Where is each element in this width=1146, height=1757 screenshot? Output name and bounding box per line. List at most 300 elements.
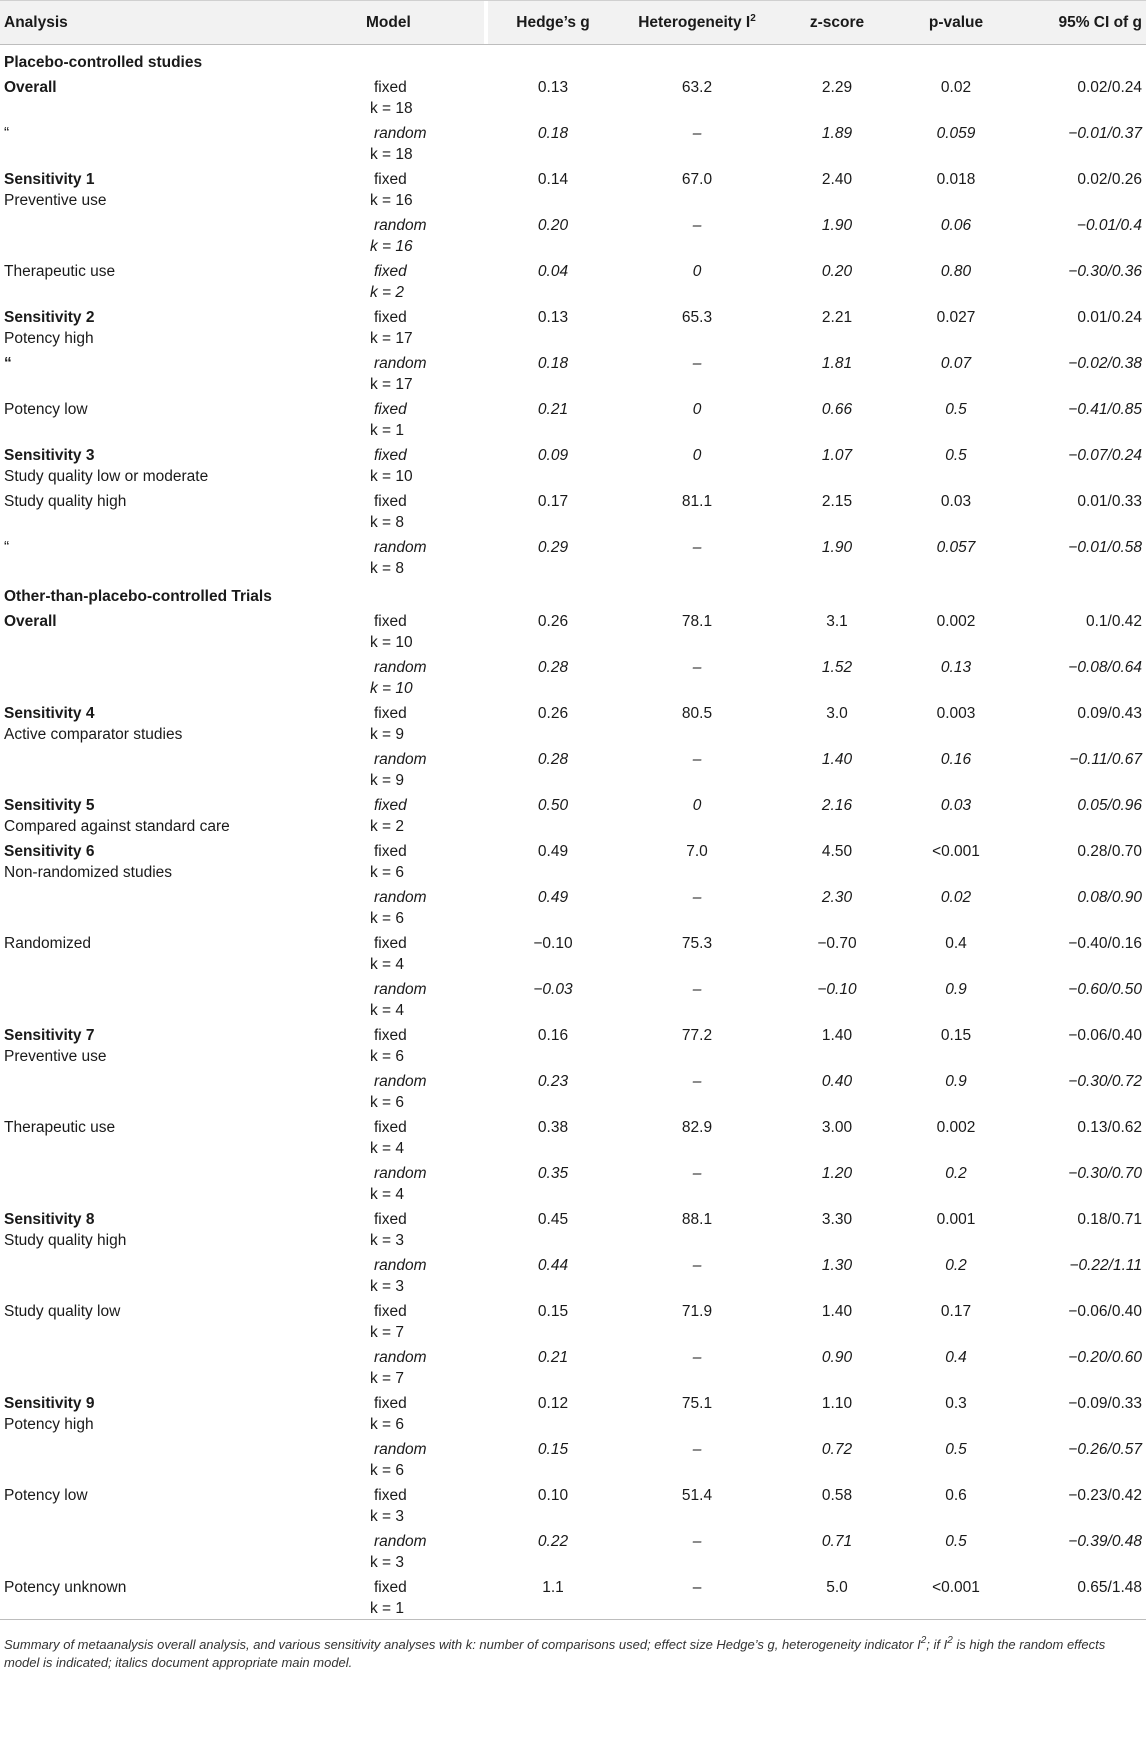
ci-cell: −0.08/0.64 — [1068, 659, 1142, 676]
analysis-heading: Sensitivity 5 — [4, 797, 95, 814]
analysis-cell — [0, 929, 370, 975]
hedges-g-cell: 0.12 — [537, 1395, 569, 1412]
model-type: random — [374, 751, 427, 768]
hedges-g-cell: 0.22 — [537, 1533, 569, 1550]
p-value-cell: 0.2 — [945, 1165, 967, 1182]
ci-cell: 0.13/0.62 — [1077, 1119, 1142, 1136]
table-row — [0, 1021, 1146, 1067]
analysis-cell — [0, 1435, 370, 1481]
analysis-cell — [0, 73, 370, 119]
heterogeneity-cell: 65.3 — [681, 309, 713, 326]
comparison-count: k = 4 — [370, 1186, 405, 1203]
analysis-cell — [0, 441, 370, 487]
p-value-cell: 0.06 — [940, 217, 972, 234]
model-cell — [370, 73, 488, 119]
table-row — [0, 303, 1146, 349]
col-header-ci: 95% CI of g — [1014, 1, 1146, 45]
analysis-heading: Sensitivity 4 — [4, 705, 95, 722]
model-cell — [370, 1113, 488, 1159]
p-value-cell: 0.03 — [940, 493, 972, 510]
heterogeneity-cell: – — [692, 889, 702, 906]
analysis-cell — [0, 1527, 370, 1573]
analysis-cell — [0, 883, 370, 929]
ci-cell: −0.39/0.48 — [1068, 1533, 1142, 1550]
model-cell — [370, 837, 488, 883]
comparison-count: k = 8 — [370, 560, 405, 577]
hedges-g-cell: 0.35 — [537, 1165, 569, 1182]
analysis-subgroup: Therapeutic use — [4, 1119, 116, 1136]
analysis-heading: Sensitivity 3 — [4, 447, 95, 464]
z-score-cell: 3.30 — [821, 1211, 853, 1228]
model-type: fixed — [374, 1027, 407, 1044]
model-cell — [370, 487, 488, 533]
heterogeneity-sup: 2 — [750, 12, 756, 24]
p-value-cell: 0.15 — [940, 1027, 972, 1044]
hedges-g-cell: 0.09 — [537, 447, 569, 464]
p-value-cell: 0.4 — [945, 1349, 967, 1366]
z-score-cell: 3.1 — [826, 613, 848, 630]
model-cell — [370, 1573, 488, 1620]
heterogeneity-cell: 0 — [692, 401, 702, 418]
analysis-subgroup: Randomized — [4, 935, 92, 952]
p-value-cell: 0.13 — [940, 659, 972, 676]
p-value-cell: 0.4 — [945, 935, 967, 952]
z-score-cell: 1.90 — [821, 217, 853, 234]
ci-cell: −0.01/0.58 — [1068, 539, 1142, 556]
p-value-cell: 0.2 — [945, 1257, 967, 1274]
analysis-subgroup: Potency low — [4, 401, 88, 418]
comparison-count: k = 18 — [370, 100, 413, 117]
heterogeneity-cell: 67.0 — [681, 171, 713, 188]
comparison-count: k = 2 — [370, 284, 405, 301]
model-type: random — [374, 1165, 427, 1182]
model-cell — [370, 1343, 488, 1389]
analysis-cell — [0, 1159, 370, 1205]
heterogeneity-label: Heterogeneity I — [638, 13, 751, 31]
model-cell — [370, 975, 488, 1021]
table-row — [0, 1435, 1146, 1481]
table-row — [0, 1159, 1146, 1205]
comparison-count: k = 2 — [370, 818, 405, 835]
comparison-count: k = 6 — [370, 1048, 405, 1065]
model-type: fixed — [374, 263, 407, 280]
table-body — [0, 45, 1146, 1620]
ci-cell: −0.07/0.24 — [1068, 447, 1142, 464]
z-score-cell: 2.21 — [821, 309, 853, 326]
heterogeneity-cell: – — [692, 1441, 702, 1458]
model-type: fixed — [374, 171, 407, 188]
heterogeneity-cell: 71.9 — [681, 1303, 713, 1320]
z-score-cell: 4.50 — [821, 843, 853, 860]
heterogeneity-cell: – — [692, 1165, 702, 1182]
model-cell — [370, 211, 488, 257]
model-cell — [370, 257, 488, 303]
z-score-cell: 0.72 — [821, 1441, 853, 1458]
model-type: random — [374, 217, 427, 234]
heterogeneity-cell: 75.3 — [681, 935, 713, 952]
model-cell — [370, 119, 488, 165]
analysis-subgroup: Compared against standard care — [4, 818, 230, 835]
hedges-g-cell: 0.13 — [537, 309, 569, 326]
analysis-subgroup: Non-randomized studies — [4, 864, 173, 881]
analysis-subgroup: Therapeutic use — [4, 263, 116, 280]
analysis-heading: Sensitivity 9 — [4, 1395, 95, 1412]
hedges-g-cell: 0.44 — [537, 1257, 569, 1274]
analysis-cell — [0, 1205, 370, 1251]
comparison-count: k = 7 — [370, 1324, 405, 1341]
model-type: fixed — [374, 935, 407, 952]
z-score-cell: 2.40 — [821, 171, 853, 188]
analysis-cell — [0, 119, 370, 165]
section-row — [0, 579, 1146, 607]
heterogeneity-cell: 82.9 — [681, 1119, 713, 1136]
analysis-heading: Sensitivity 8 — [4, 1211, 95, 1228]
z-score-cell: −0.10 — [817, 981, 857, 998]
heterogeneity-cell: 51.4 — [681, 1487, 713, 1504]
comparison-count: k = 3 — [370, 1278, 405, 1295]
ci-cell: −0.01/0.37 — [1068, 125, 1142, 142]
z-score-cell: 0.66 — [821, 401, 853, 418]
model-cell — [370, 745, 488, 791]
heterogeneity-cell: – — [692, 1257, 702, 1274]
table-row — [0, 533, 1146, 579]
ci-cell: 0.02/0.24 — [1077, 79, 1142, 96]
table-row — [0, 791, 1146, 837]
p-value-cell: 0.02 — [940, 889, 972, 906]
analysis-cell — [0, 257, 370, 303]
ci-cell: −0.30/0.72 — [1068, 1073, 1142, 1090]
analysis-heading: Overall — [4, 79, 57, 96]
table-row — [0, 211, 1146, 257]
ci-cell: −0.30/0.36 — [1068, 263, 1142, 280]
z-score-cell: 1.81 — [821, 355, 853, 372]
ci-cell: 0.01/0.24 — [1077, 309, 1142, 326]
analysis-heading: Sensitivity 6 — [4, 843, 95, 860]
z-score-cell: 1.40 — [821, 1027, 853, 1044]
ci-cell: 0.1/0.42 — [1085, 613, 1142, 630]
table-row — [0, 929, 1146, 975]
analysis-subgroup: Potency unknown — [4, 1579, 127, 1596]
analysis-subgroup: Potency high — [4, 1416, 94, 1433]
ci-cell: 0.08/0.90 — [1077, 889, 1142, 906]
model-cell — [370, 699, 488, 745]
hedges-g-cell: 0.26 — [537, 613, 569, 630]
hedges-g-cell: 0.49 — [537, 843, 569, 860]
table-row — [0, 441, 1146, 487]
p-value-cell: 0.80 — [940, 263, 972, 280]
table-row — [0, 1067, 1146, 1113]
analysis-subgroup: Preventive use — [4, 192, 107, 209]
comparison-count: k = 4 — [370, 1140, 405, 1157]
comparison-count: k = 10 — [370, 468, 413, 485]
footnote-text-1: Summary of metaanalysis overall analysis, and various sensitivity analyses with k: number of comparisons used; effect size Hedge’s g, heterogeneity indicator I — [4, 1637, 921, 1652]
analysis-cell — [0, 975, 370, 1021]
analysis-subgroup: “ — [4, 539, 10, 556]
model-type: random — [374, 355, 427, 372]
model-type: random — [374, 125, 427, 142]
table-row — [0, 73, 1146, 119]
table-footnote — [0, 1620, 1146, 1673]
z-score-cell: 1.89 — [821, 125, 853, 142]
z-score-cell: 1.40 — [821, 751, 853, 768]
comparison-count: k = 10 — [370, 634, 413, 651]
analysis-heading: Overall — [4, 613, 57, 630]
p-value-cell: 0.03 — [940, 797, 972, 814]
p-value-cell: <0.001 — [932, 843, 980, 860]
analysis-cell — [0, 303, 370, 349]
p-value-cell: <0.001 — [932, 1579, 980, 1596]
model-type: random — [374, 1257, 427, 1274]
footnote-sup-1: 2 — [920, 1635, 927, 1646]
heterogeneity-cell: – — [692, 981, 702, 998]
model-cell — [370, 1205, 488, 1251]
heterogeneity-cell: 63.2 — [681, 79, 713, 96]
p-value-cell: 0.5 — [945, 447, 967, 464]
heterogeneity-cell: 78.1 — [681, 613, 713, 630]
hedges-g-cell: 0.15 — [537, 1303, 569, 1320]
analysis-cell — [0, 487, 370, 533]
model-type: random — [374, 1533, 427, 1550]
p-value-cell: 0.07 — [940, 355, 972, 372]
hedges-g-cell: 0.49 — [537, 889, 569, 906]
analysis-cell — [0, 533, 370, 579]
ci-cell: −0.30/0.70 — [1068, 1165, 1142, 1182]
heterogeneity-cell: – — [692, 659, 702, 676]
analysis-subgroup: Study quality low or moderate — [4, 468, 209, 485]
z-score-cell: 1.20 — [821, 1165, 853, 1182]
table-row — [0, 395, 1146, 441]
table-row — [0, 119, 1146, 165]
heterogeneity-cell: 0 — [692, 447, 702, 464]
model-type: fixed — [374, 447, 407, 464]
heterogeneity-cell: 75.1 — [681, 1395, 713, 1412]
heterogeneity-cell: – — [692, 539, 702, 556]
footnote-text-2: ; if I — [926, 1637, 948, 1652]
hedges-g-cell: 0.50 — [537, 797, 569, 814]
z-score-cell: −0.70 — [817, 935, 857, 952]
z-score-cell: 0.90 — [821, 1349, 853, 1366]
section-title: Other-than-placebo-controlled Trials — [4, 588, 272, 605]
model-type: fixed — [374, 1579, 407, 1596]
table-row — [0, 883, 1146, 929]
section-title: Placebo-controlled studies — [4, 54, 203, 71]
heterogeneity-cell: – — [692, 1579, 702, 1596]
model-cell — [370, 929, 488, 975]
p-value-cell: 0.002 — [936, 613, 976, 630]
ci-cell: −0.23/0.42 — [1068, 1487, 1142, 1504]
comparison-count: k = 6 — [370, 864, 405, 881]
model-cell — [370, 1159, 488, 1205]
table-row — [0, 1297, 1146, 1343]
table-row — [0, 607, 1146, 653]
hedges-g-cell: 0.20 — [537, 217, 569, 234]
hedges-g-cell: 0.29 — [537, 539, 569, 556]
heterogeneity-cell: – — [692, 1533, 702, 1550]
ci-cell: 0.18/0.71 — [1077, 1211, 1142, 1228]
model-cell — [370, 1297, 488, 1343]
header-row — [0, 1, 1146, 45]
p-value-cell: 0.02 — [940, 79, 972, 96]
ci-cell: −0.22/1.11 — [1069, 1257, 1142, 1274]
p-value-cell: 0.5 — [945, 1441, 967, 1458]
analysis-heading: Sensitivity 2 — [4, 309, 95, 326]
p-value-cell: 0.057 — [936, 539, 976, 556]
col-header-model: Model — [366, 1, 484, 45]
model-type: random — [374, 539, 427, 556]
table-row — [0, 1205, 1146, 1251]
analysis-subgroup: “ — [4, 125, 10, 142]
model-type: fixed — [374, 1395, 407, 1412]
z-score-cell: 2.30 — [821, 889, 853, 906]
ci-cell: −0.06/0.40 — [1068, 1303, 1142, 1320]
model-cell — [370, 1251, 488, 1297]
model-cell — [370, 883, 488, 929]
comparison-count: k = 8 — [370, 514, 405, 531]
hedges-g-cell: 0.17 — [537, 493, 569, 510]
analysis-cell — [0, 837, 370, 883]
model-type: fixed — [374, 1303, 407, 1320]
model-cell — [370, 395, 488, 441]
heterogeneity-cell: 0 — [692, 263, 702, 280]
comparison-count: k = 16 — [370, 192, 413, 209]
heterogeneity-cell: – — [692, 1349, 702, 1366]
heterogeneity-cell: 80.5 — [681, 705, 713, 722]
table-row — [0, 165, 1146, 211]
hedges-g-cell: 0.38 — [537, 1119, 569, 1136]
p-value-cell: 0.17 — [940, 1303, 972, 1320]
comparison-count: k = 6 — [370, 910, 405, 927]
comparison-count: k = 9 — [370, 726, 405, 743]
model-type: fixed — [374, 797, 407, 814]
ci-cell: −0.41/0.85 — [1068, 401, 1142, 418]
p-value-cell: 0.9 — [945, 1073, 967, 1090]
z-score-cell: 2.29 — [821, 79, 853, 96]
analysis-cell — [0, 165, 370, 211]
analysis-cell — [0, 653, 370, 699]
analysis-cell — [0, 395, 370, 441]
ci-cell: −0.11/0.67 — [1069, 751, 1142, 768]
analysis-cell — [0, 211, 370, 257]
z-score-cell: 0.40 — [821, 1073, 853, 1090]
z-score-cell: 2.15 — [821, 493, 853, 510]
table-row — [0, 1527, 1146, 1573]
comparison-count: k = 3 — [370, 1508, 405, 1525]
z-score-cell: 1.07 — [821, 447, 853, 464]
model-type: random — [374, 1349, 427, 1366]
model-cell — [370, 303, 488, 349]
model-type: fixed — [374, 843, 407, 860]
heterogeneity-cell: 81.1 — [681, 493, 713, 510]
comparison-count: k = 4 — [370, 956, 405, 973]
col-header-heterogeneity — [618, 1, 776, 45]
model-cell — [370, 1021, 488, 1067]
hedges-g-cell: 0.04 — [537, 263, 569, 280]
ci-cell: 0.28/0.70 — [1077, 843, 1142, 860]
hedges-g-cell: −0.10 — [533, 935, 573, 952]
heterogeneity-cell: – — [692, 1073, 702, 1090]
comparison-count: k = 1 — [370, 422, 405, 439]
col-header-analysis: Analysis — [0, 1, 370, 45]
comparison-count: k = 17 — [370, 376, 413, 393]
table-row — [0, 1251, 1146, 1297]
p-value-cell: 0.002 — [936, 1119, 976, 1136]
model-cell — [370, 349, 488, 395]
z-score-cell: 2.16 — [821, 797, 853, 814]
comparison-count: k = 6 — [370, 1462, 405, 1479]
hedges-g-cell: 0.23 — [537, 1073, 569, 1090]
model-cell — [370, 441, 488, 487]
hedges-g-cell: 0.28 — [537, 751, 569, 768]
analysis-cell — [0, 1021, 370, 1067]
comparison-count: k = 4 — [370, 1002, 405, 1019]
model-type: random — [374, 1073, 427, 1090]
footnote-row — [0, 1620, 1146, 1673]
z-score-cell: 1.30 — [821, 1257, 853, 1274]
ci-cell: −0.60/0.50 — [1068, 981, 1142, 998]
analysis-cell — [0, 1389, 370, 1435]
model-type: random — [374, 889, 427, 906]
z-score-cell: 0.58 — [821, 1487, 853, 1504]
heterogeneity-cell: – — [692, 125, 702, 142]
analysis-heading: Sensitivity 1 — [4, 171, 95, 188]
p-value-cell: 0.5 — [945, 1533, 967, 1550]
analysis-cell — [0, 349, 370, 395]
analysis-cell — [0, 607, 370, 653]
ci-cell: 0.05/0.96 — [1077, 797, 1142, 814]
heterogeneity-cell: – — [692, 217, 702, 234]
comparison-count: k = 10 — [370, 680, 413, 697]
heterogeneity-cell: 0 — [692, 797, 702, 814]
z-score-cell: 1.40 — [821, 1303, 853, 1320]
heterogeneity-cell: – — [692, 751, 702, 768]
col-header-hedges-g: Hedge’s g — [488, 1, 618, 45]
analysis-subgroup: Potency high — [4, 330, 94, 347]
analysis-cell — [0, 699, 370, 745]
ci-cell: 0.65/1.48 — [1077, 1579, 1142, 1596]
analysis-subgroup: Active comparator studies — [4, 726, 183, 743]
table-row — [0, 1481, 1146, 1527]
ci-cell: −0.20/0.60 — [1068, 1349, 1142, 1366]
z-score-cell: 1.90 — [821, 539, 853, 556]
hedges-g-cell: −0.03 — [533, 981, 573, 998]
z-score-cell: 5.0 — [826, 1579, 848, 1596]
model-type: fixed — [374, 1211, 407, 1228]
z-score-cell: 0.20 — [821, 263, 853, 280]
model-cell — [370, 533, 488, 579]
table-row — [0, 257, 1146, 303]
ci-cell: 0.01/0.33 — [1077, 493, 1142, 510]
p-value-cell: 0.16 — [940, 751, 972, 768]
table-row — [0, 1389, 1146, 1435]
hedges-g-cell: 0.15 — [537, 1441, 569, 1458]
table-row — [0, 1573, 1146, 1620]
hedges-g-cell: 0.16 — [537, 1027, 569, 1044]
model-cell — [370, 1389, 488, 1435]
hedges-g-cell: 0.26 — [537, 705, 569, 722]
hedges-g-cell: 1.1 — [542, 1579, 564, 1596]
heterogeneity-cell: – — [692, 355, 702, 372]
hedges-g-cell: 0.10 — [537, 1487, 569, 1504]
model-type: fixed — [374, 493, 407, 510]
footnote-text-3: is high the random effects model is indicated; italics document appropriate main model. — [4, 1637, 1106, 1670]
model-cell — [370, 607, 488, 653]
comparison-count: k = 3 — [370, 1554, 405, 1571]
model-cell — [370, 653, 488, 699]
ci-cell: 0.09/0.43 — [1077, 705, 1142, 722]
analysis-cell — [0, 1573, 370, 1620]
footnote-sup-2: 2 — [947, 1635, 953, 1646]
ci-cell: −0.26/0.57 — [1068, 1441, 1142, 1458]
